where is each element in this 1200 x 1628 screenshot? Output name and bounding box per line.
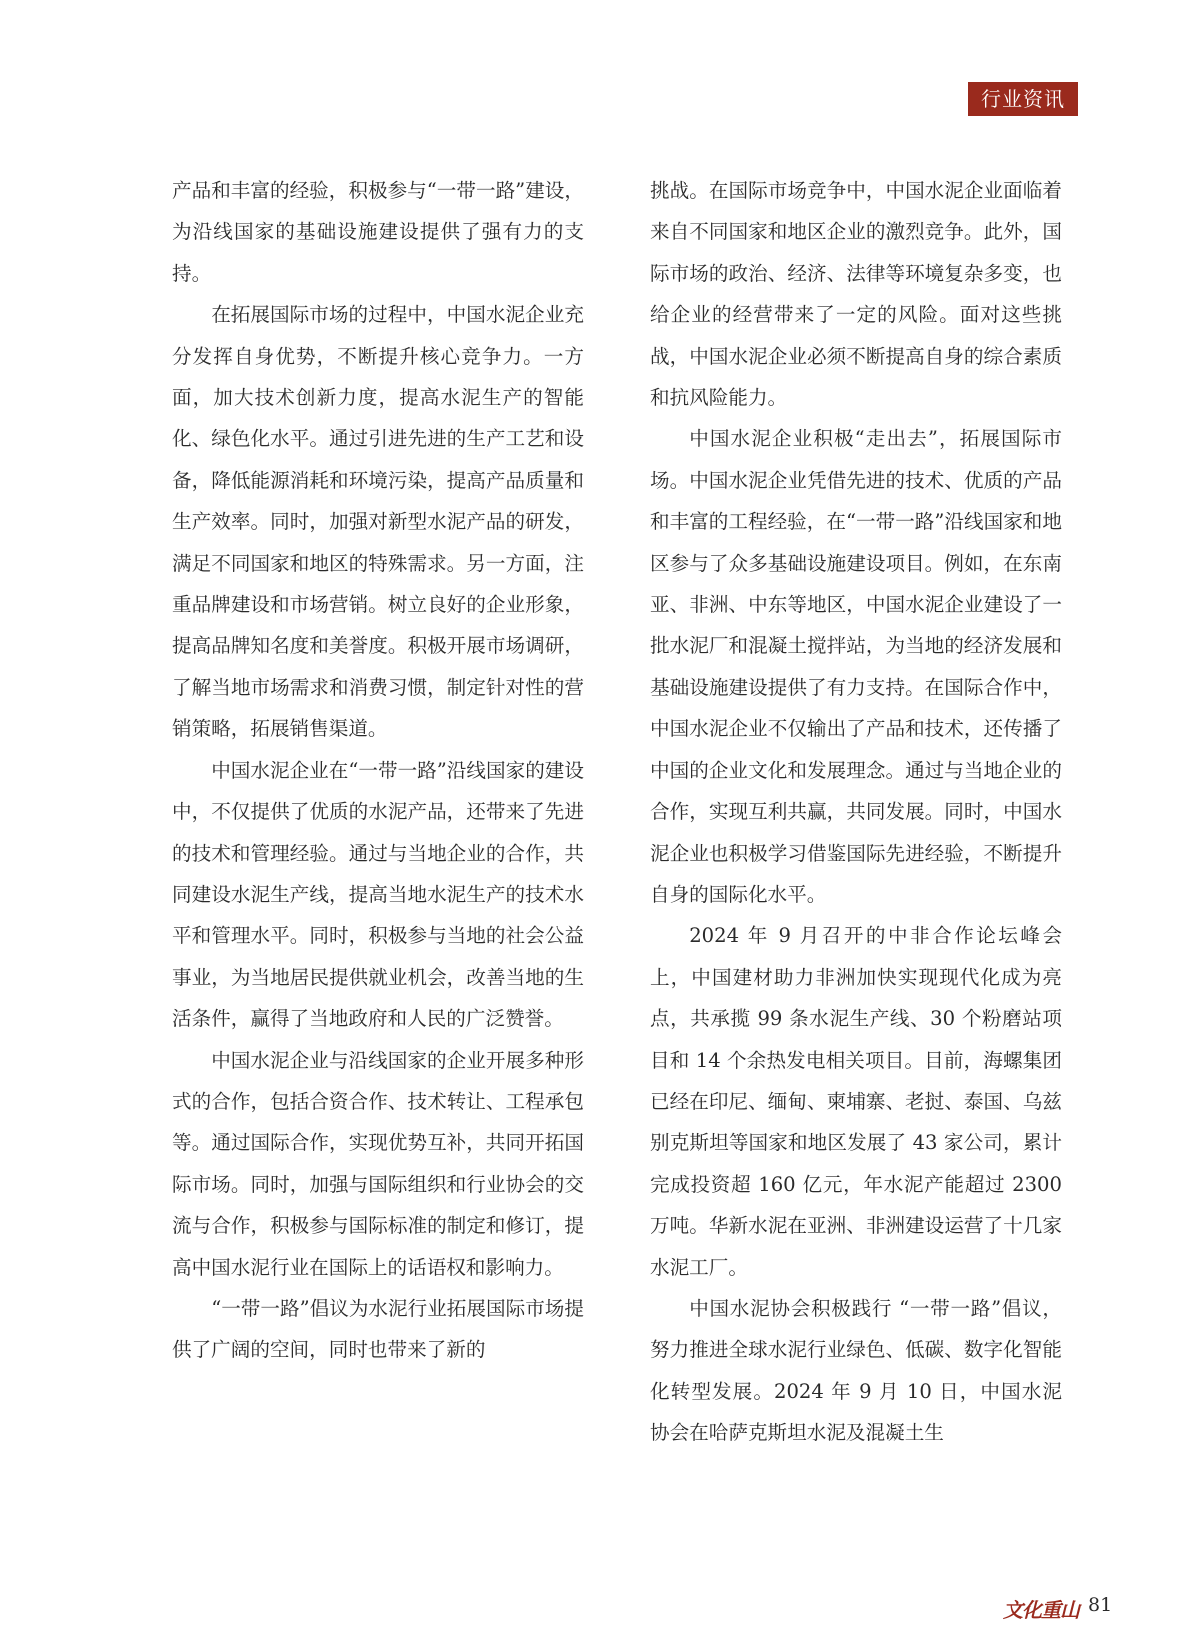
paragraph: 挑战。在国际市场竞争中，中国水泥企业面临着来自不同国家和地区企业的激烈竞争。此外，国际市场的政治、经济、法律等环境复杂多变，也给企业的经营带来了一定的风险。面对这些挑战，中国水泥企业必须不断提高自身的综合素质和抗风险能力。: [650, 179, 1062, 410]
paragraph: 2024 年 9 月召开的中非合作论坛峰会上，中国建材助力非洲加快实现现代化成为亮点，共承揽 99 条水泥生产线、30 个粉磨站项目和 14 个余热发电相关项目。目前，海螺集团已经在印尼、缅甸、柬埔寨、老挝、泰国、乌兹别克斯坦等国家和地区发展了 43 家公司，累计完成投资超 160 亿元，年水泥产能超过 2300 万吨。华新水泥在亚洲、非洲建设运营了十几家水泥工厂。: [650, 924, 1062, 1279]
paragraph: 在拓展国际市场的过程中，中国水泥企业充分发挥自身优势，不断提升核心竞争力。一方面，加大技术创新力度，提高水泥生产的智能化、绿色化水平。通过引进先进的生产工艺和设备，降低能源消耗和环境污染，提高产品质量和生产效率。同时，加强对新型水泥产品的研发，满足不同国家和地区的特殊需求。另一方面，注重品牌建设和市场营销。树立良好的企业形象，提高品牌知名度和美誉度。积极开展市场调研，了解当地市场需求和消费习惯，制定针对性的营销策略，拓展销售渠道。: [172, 303, 584, 741]
paragraph: “一带一路”倡议为水泥行业拓展国际市场提供了广阔的空间，同时也带来了新的: [172, 1296, 584, 1362]
magazine-logo: 文化重山: [1003, 1598, 1079, 1622]
paragraph: 产品和丰富的经验，积极参与“一带一路”建设，为沿线国家的基础设施建设提供了强有力的支持。: [172, 179, 584, 285]
paragraph: 中国水泥企业积极“走出去”，拓展国际市场。中国水泥企业凭借先进的技术、优质的产品和丰富的工程经验，在“一带一路”沿线国家和地区参与了众多基础设施建设项目。例如，在东南亚、非洲、中东等地区，中国水泥企业建设了一批水泥厂和混凝土搅拌站，为当地的经济发展和基础设施建设提供了有力支持。在国际合作中，中国水泥企业不仅输出了产品和技术，还传播了中国的企业文化和发展理念。通过与当地企业的合作，实现互利共赢，共同发展。同时，中国水泥企业也积极学习借鉴国际先进经验，不断提升自身的国际化水平。: [650, 427, 1062, 906]
page-number: 81: [1088, 1594, 1113, 1616]
paragraph: 中国水泥企业在“一带一路”沿线国家的建设中，不仅提供了优质的水泥产品，还带来了先进的技术和管理经验。通过与当地企业的合作，共同建设水泥生产线，提高当地水泥生产的技术水平和管理水平。同时，积极参与当地的社会公益事业，为当地居民提供就业机会，改善当地的生活条件，赢得了当地政府和人民的广泛赞誉。: [172, 758, 584, 1031]
paragraph: 中国水泥企业与沿线国家的企业开展多种形式的合作，包括合资合作、技术转让、工程承包等。通过国际合作，实现优势互补，共同开拓国际市场。同时，加强与国际组织和行业协会的交流与合作，积极参与国际标准的制定和修订，提高中国水泥行业在国际上的话语权和影响力。: [172, 1048, 584, 1279]
section-tag: 行业资讯: [968, 82, 1078, 116]
right-column: [650, 170, 1062, 1454]
paragraph: 中国水泥协会积极践行 “一带一路”倡议，努力推进全球水泥行业绿色、低碳、数字化智能化转型发展。2024 年 9 月 10 日，中国水泥协会在哈萨克斯坦水泥及混凝土生: [650, 1296, 1062, 1445]
left-column: [172, 170, 584, 1371]
